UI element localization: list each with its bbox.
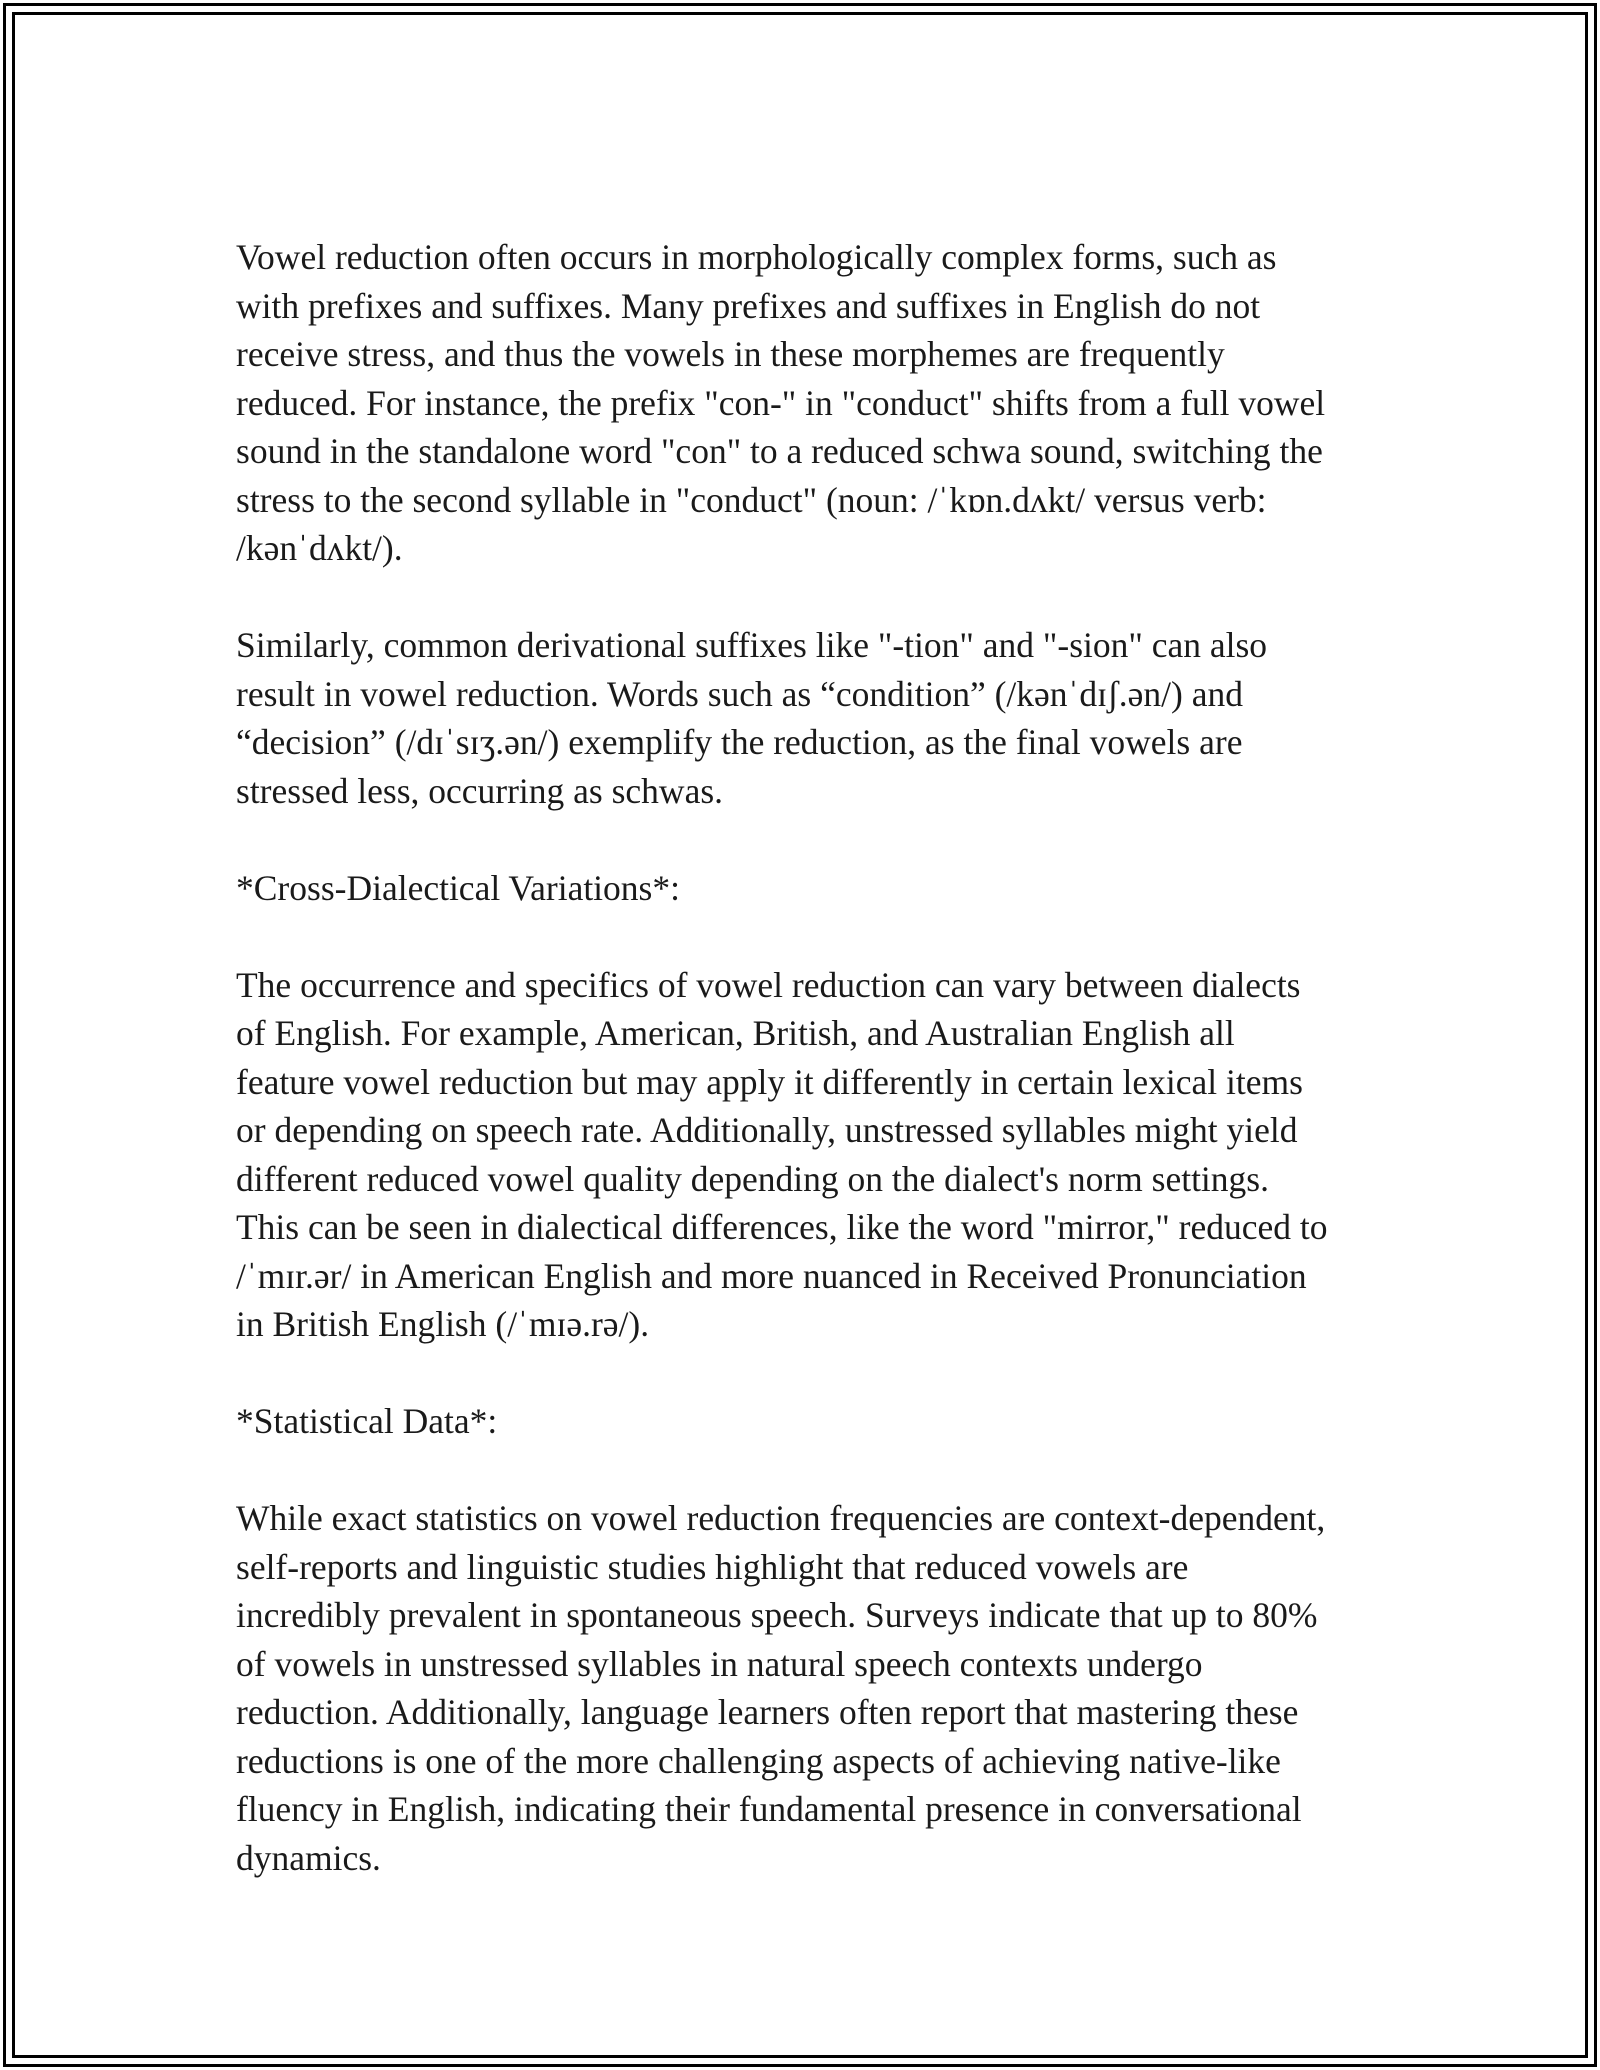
heading-cross-dialectical: *Cross-Dialectical Variations*: xyxy=(236,867,680,908)
paragraph-dialect-variation: The occurrence and specifics of vowel reduction can vary between dialects of English. For example, American, British, and Australian English all feature vowel reduction but may apply it differently in certain lexical items or depending on speech rate. Additionally, unstressed syllables might yield different reduced vowel quality depending on the dialect's norm settings. This can be seen in dialectical differences, like the word "mirror," reduced to /ˈmɪr.ər/ in American English and more nuanced in Received Pronunciation in British English (/ˈmɪə.rə/). xyxy=(236,964,1328,1344)
paragraph-prefix-reduction: Vowel reduction often occurs in morphologically complex forms, such as with prefixes and suffixes. Many prefixes and suffixes in English do not receive stress, and thus the vowels in these morphemes are frequently reduced. For instance, the prefix "con-" in "conduct" shifts from a full vowel sound in the standalone word "con" to a reduced schwa sound, switching the stress to the second syllable in "conduct" (noun: /ˈkɒn.dʌkt/ versus verb: /kənˈdʌkt/). xyxy=(236,237,1326,568)
heading-statistical-data: *Statistical Data*: xyxy=(236,1401,498,1441)
document-body xyxy=(236,233,1376,1931)
paragraph-statistics: While exact statistics on vowel reduction frequencies are context-dependent, self-reports and linguistic studies highlight that reduced vowels are incredibly prevalent in spontaneous speech. Surveys indicate that up to 80% of vowels in unstressed syllables in natural speech contexts undergo reduction. Additionally, language learners often report that mastering these reductions is one of the more challenging aspects of achieving native-like fluency in English, indicating their fundamental presence in conversational dynamics. xyxy=(236,1498,1326,1878)
paragraph-suffix-reduction: Similarly, common derivational suffixes like "-tion" and "-sion" can also result in vowel reduction. Words such as “condition” (/kənˈdɪʃ.ən/) and “decision” (/dɪˈsɪʒ.ən/) exemplify the reduction, as the final vowels are stressed less, occurring as schwas. xyxy=(236,625,1268,811)
